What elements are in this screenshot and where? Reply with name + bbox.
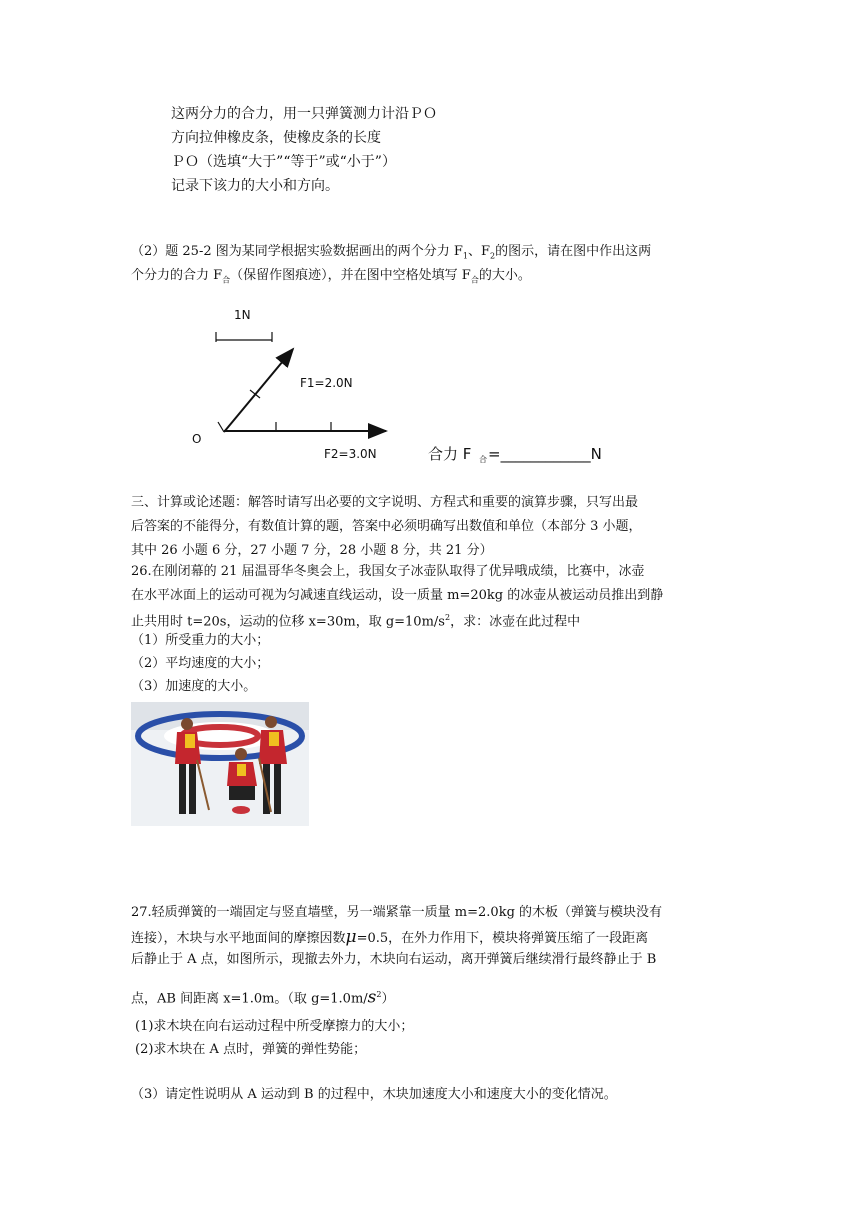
curling-stone [232,806,250,814]
q2-sub-he: 合 [222,275,231,285]
q27-text-d: ） [381,991,395,1007]
mu-symbol: μ [345,927,357,947]
q2-sub-2: 2 [490,251,496,261]
q26-item-3: （3）加速度的大小。 [131,679,257,694]
origin-label: O [192,432,202,446]
q2-line-2 [131,266,531,291]
q27-sup: 2 [376,990,382,999]
origin-mark [218,422,224,432]
q2-sub-he-2: 合 [470,275,479,285]
section3-line-1: 三、计算或论述题：解答时请写出必要的文字说明、方程式和重要的演算步骤，只写出最 [131,495,639,510]
q27-text-a: 连接），木块与水平地面间的摩擦因数 [131,931,346,946]
q2-text-d: 个分力的合力 F [131,268,223,283]
q26-text-b: ，求：冰壶在此过程中 [450,614,581,630]
scale-label: 1N [234,308,251,322]
answer-sub: 合 [479,455,487,464]
q27-text-c: 点，AB 间距离 x=1.0m。（取 g=1.0m/ [131,991,368,1007]
q2-text-c: 的图示，请在图中作出这两 [495,244,652,259]
f2-label: F2=3.0N [324,447,377,461]
q27-line-4 [131,985,395,1009]
q2-line-1 [131,242,651,267]
force-diagram [180,300,640,475]
q2-text-a: （2）题 25-2 图为某同学根据实验数据画出的两个分力 F [131,244,463,259]
section3-line-2: 后答案的不能得分，有数值计算的题，答案中必须明确写出数值和单位（本部分 3 小题， [131,519,642,534]
q27-item-3: （3）请定性说明从 A 运动到 B 的过程中，木块加速度大小和速度大小的变化情况。 [131,1087,617,1102]
q26-item-1: （1）所受重力的大小； [131,633,270,648]
answer-blank: =____________N [488,445,602,463]
intro-line-1: 这两分力的合力，用一只弹簧测力计沿ＰＯ [171,106,437,122]
intro-line-4: 记录下该力的大小和方向。 [171,178,339,194]
curling-photo [131,702,309,826]
q2-sub-1: 1 [462,251,468,261]
answer-prefix: 合力 F [428,445,472,463]
q2-text-b: 、F [468,244,491,259]
section3-line-3: 其中 26 小题 6 分，27 小题 7 分，28 小题 8 分，共 21 分） [131,543,493,558]
q26-line-3 [131,608,580,632]
q27-line-3: 后静止于 A 点，如图所示，现撤去外力，木块向右运动，离开弹簧后继续滑行最终静止于 B [131,952,657,967]
q27-text-b: =0.5，在外力作用下，模块将弹簧压缩了一段距离 [356,931,649,946]
q26-line-1: 26.在刚闭幕的 21 届温哥华冬奥会上，我国女子冰壶队取得了优异哦成绩，比赛中，冰壶 [131,564,645,579]
q27-line-1: 27.轻质弹簧的一端固定与竖直墙壁，另一端紧靠一质量 m=2.0kg 的木板（弹簧与模块没有 [131,905,663,920]
q27-line-2 [131,927,648,949]
intro-line-2: 方向拉伸橡皮条，使橡皮条的长度 [171,130,381,146]
f1-vector [224,349,293,432]
q27-item-1: (1)求木块在向右运动过程中所受摩擦力的大小； [135,1019,414,1034]
q27-item-2: (2)求木块在 A 点时，弹簧的弹性势能； [135,1042,367,1057]
f1-label: F1=2.0N [300,376,353,390]
q26-line-2: 在水平冰面上的运动可视为匀减速直线运动，设一质量 m=20kg 的冰壶从被运动员推出到静 [131,588,664,603]
scale-bar [216,332,272,342]
unit-s: s [367,987,377,1008]
q26-item-2: （2）平均速度的大小； [131,656,270,671]
intro-line-3: ＰＯ（选填“大于”“等于”或“小于”） [171,154,396,170]
q26-text-a: 止共用时 t=20s，运动的位移 x=30m，取 g=10m/s [131,614,445,630]
q2-text-e: （保留作图痕迹），并在图中空格处填写 F [230,268,471,283]
q26-sup: 2 [444,613,451,622]
q2-text-f: 的大小。 [478,268,531,283]
